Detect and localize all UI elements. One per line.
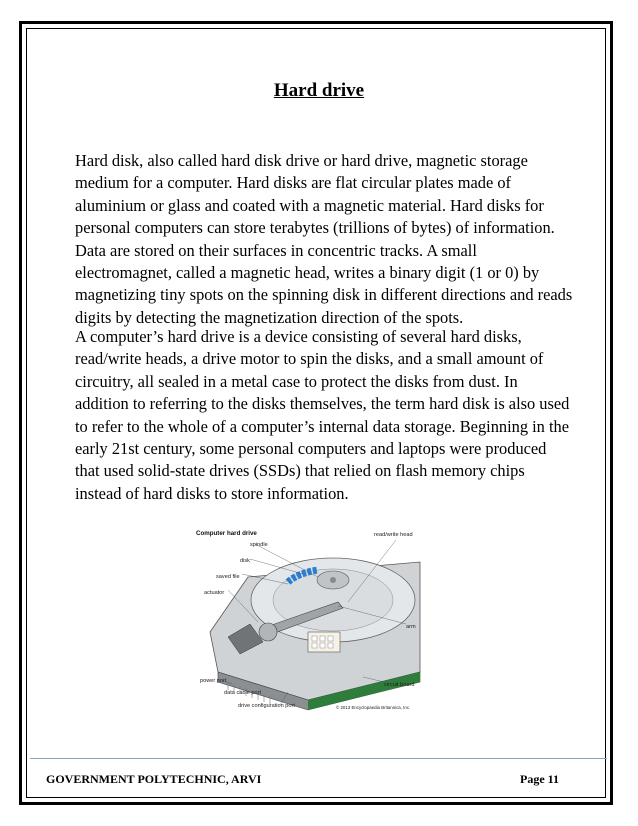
label-drive-configuration-port: drive configuration port xyxy=(238,703,295,709)
hard-drive-diagram xyxy=(188,522,438,714)
connector xyxy=(308,632,340,652)
label-actuator: actuator xyxy=(204,590,225,596)
label-spindle: spindle xyxy=(250,542,268,548)
actuator-pivot xyxy=(259,623,277,641)
figure-credit: © 2013 Encyclopaedia Britannica, Inc. xyxy=(336,705,411,710)
label-power-port: power port xyxy=(200,678,227,684)
figure-title: Computer hard drive xyxy=(196,530,257,537)
label-saved-file: saved file xyxy=(216,574,240,580)
label-read-write-head: read/write head xyxy=(374,532,413,538)
page-number: Page 11 xyxy=(520,772,559,786)
label-disk: disk xyxy=(240,558,250,564)
label-arm: arm xyxy=(406,624,416,630)
paragraph-1: Hard disk, also called hard disk drive or hard drive, magnetic storage medium for a computer. Hard disks are flat circular plates made of aluminium or glass and coated with a magnetic material. Hard disks for personal computers can store terabytes (trillions of bytes) of information. Data are stored on their surfaces in concentric tracks. A small electromagnet, called a magnetic head, writes a binary digit (1 or 0) by magnetizing tiny spots on the spinning disk in different directions and reads digits by detecting the magnetization direction of the spots. xyxy=(75,151,573,327)
label-data-cable-port: data cable port xyxy=(224,690,262,696)
footer-divider xyxy=(30,758,607,759)
footer-institution: GOVERNMENT POLYTECHNIC, ARVI xyxy=(46,772,262,786)
paragraph-2: A computer’s hard drive is a device consisting of several hard disks, read/write heads, a drive motor to spin the disks, and a small amount of circuitry, all sealed in a metal case to protect the disks from dust. In addition to referring to the disks themselves, the term hard disk is also used to refer to the whole of a computer’s internal data storage. Beginning in the early 21st century, some personal computers and laptops were produced that used solid-state drives (SSDs) that relied on flash memory chips instead of hard disks to store information. xyxy=(75,327,570,503)
label-circuit-board: circuit board xyxy=(384,682,415,688)
page-title: Hard drive xyxy=(273,80,365,101)
